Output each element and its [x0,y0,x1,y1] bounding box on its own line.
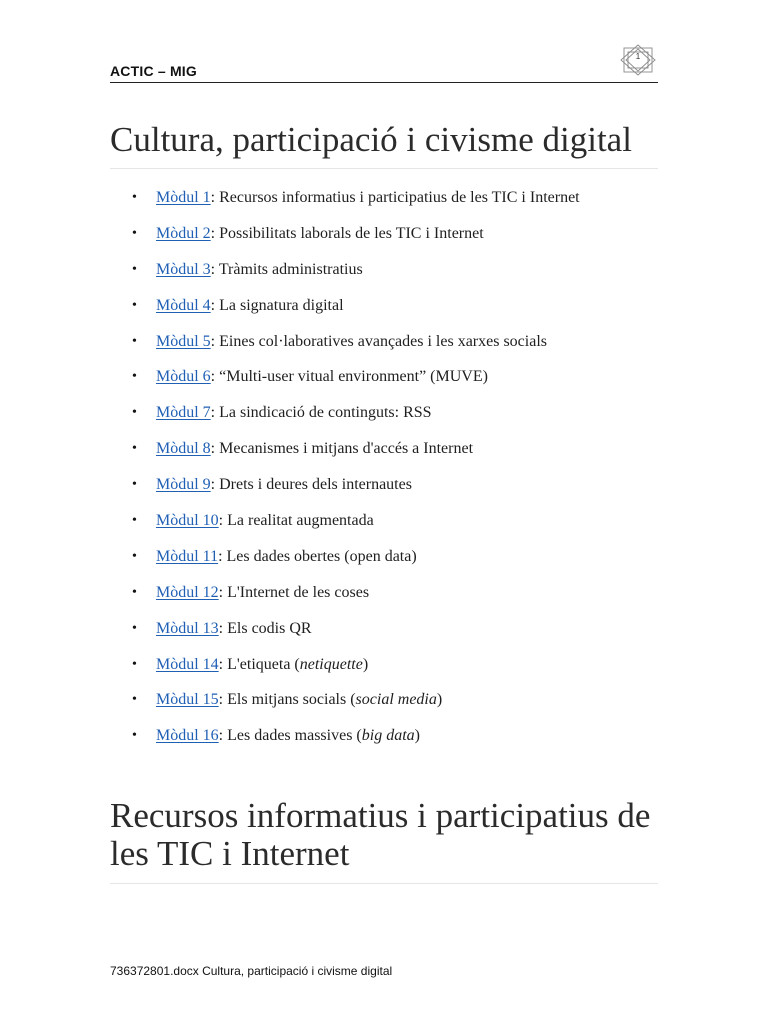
module-description-italic: big data [361,727,415,745]
module-description: : La realitat augmentada [218,512,374,530]
module-description: : Els codis QR [218,619,312,637]
module-list-item [110,288,658,324]
module-description: : Recursos informatius i participatius de les TIC i Internet [210,189,580,206]
module-list-item [110,359,658,395]
page-footer: 736372801.docx Cultura, participació i civisme digital [110,964,393,978]
module-list-item [110,611,658,647]
document-title: Cultura, participació i civisme digital [110,118,658,169]
module-description-closing: ) [414,727,420,745]
module-list-item [110,575,658,611]
module-list-item [110,395,658,431]
page-number: 1 [635,52,641,61]
section-title: Recursos informatius i participatius de les TIC i Internet [110,797,658,884]
module-description: : “Multi-user vitual environment” (MUVE) [210,368,488,386]
module-link[interactable]: Mòdul 16 [156,727,219,745]
module-description: : Tràmits administratius [210,260,363,278]
module-description: : Les dades massives ( [218,727,362,745]
header-title: ACTIC – MIG [110,63,197,79]
bullet-icon: • [132,692,137,708]
module-description: : Els mitjans socials ( [218,691,356,709]
bullet-icon: • [132,548,137,564]
module-link[interactable]: Mòdul 4 [156,296,211,314]
module-list-item [110,718,658,754]
bullet-icon: • [132,513,137,529]
module-list [110,180,658,754]
module-link[interactable]: Mòdul 14 [156,655,219,673]
module-description: : L'etiqueta ( [218,655,300,673]
module-description: : Possibilitats laborals de les TIC i Internet [210,224,484,242]
module-list-item [110,539,658,575]
module-description: : L'Internet de les coses [218,583,370,601]
bullet-icon: • [132,261,137,277]
bullet-icon: • [132,477,137,493]
module-link[interactable]: Mòdul 11 [156,547,219,565]
module-description-closing: ) [436,691,443,709]
module-list-item [110,180,658,216]
module-description-italic: netiquette [299,655,363,673]
module-link[interactable]: Mòdul 10 [156,512,219,530]
bullet-icon: • [132,333,137,349]
module-link[interactable]: Mòdul 6 [156,368,211,386]
bullet-icon: • [132,656,137,672]
module-list-item [110,324,658,360]
module-description: : La sindicació de continguts: RSS [210,404,432,422]
bullet-icon: • [132,225,137,241]
page-number-badge [618,44,658,76]
module-link[interactable]: Mòdul 8 [156,440,211,458]
module-description: : La signatura digital [210,296,344,314]
module-list-item [110,252,658,288]
page-header [110,44,658,83]
module-link[interactable]: Mòdul 9 [156,476,211,494]
module-list-item [110,647,658,683]
module-description: : Mecanismes i mitjans d'accés a Internet [210,440,474,458]
bullet-icon: • [132,620,137,636]
bullet-icon: • [132,369,137,385]
module-list-item [110,216,658,252]
module-link[interactable]: Mòdul 5 [156,332,211,350]
module-link[interactable]: Mòdul 7 [156,404,211,422]
bullet-icon: • [132,728,137,744]
module-link[interactable]: Mòdul 12 [156,583,219,601]
module-list-item [110,467,658,503]
module-link[interactable]: Mòdul 13 [156,619,219,637]
module-description: : Eines col·laboratives avançades i les xarxes socials [210,332,547,350]
bullet-icon: • [132,441,137,457]
module-description: : Les dades obertes (open data) [218,547,417,565]
module-link[interactable]: Mòdul 2 [156,224,211,242]
bullet-icon: • [132,297,137,313]
bullet-icon: • [132,584,137,600]
bullet-icon: • [132,405,137,421]
module-list-item [110,503,658,539]
module-link[interactable]: Mòdul 15 [156,691,219,709]
module-description-closing: ) [362,655,369,673]
bullet-icon: • [132,190,137,205]
module-link[interactable]: Mòdul 3 [156,260,211,278]
module-description-italic: social media [355,691,437,709]
module-list-item [110,431,658,467]
module-list-item [110,682,658,718]
module-link[interactable]: Mòdul 1 [156,189,211,206]
module-description: : Drets i deures dels internautes [210,476,412,494]
